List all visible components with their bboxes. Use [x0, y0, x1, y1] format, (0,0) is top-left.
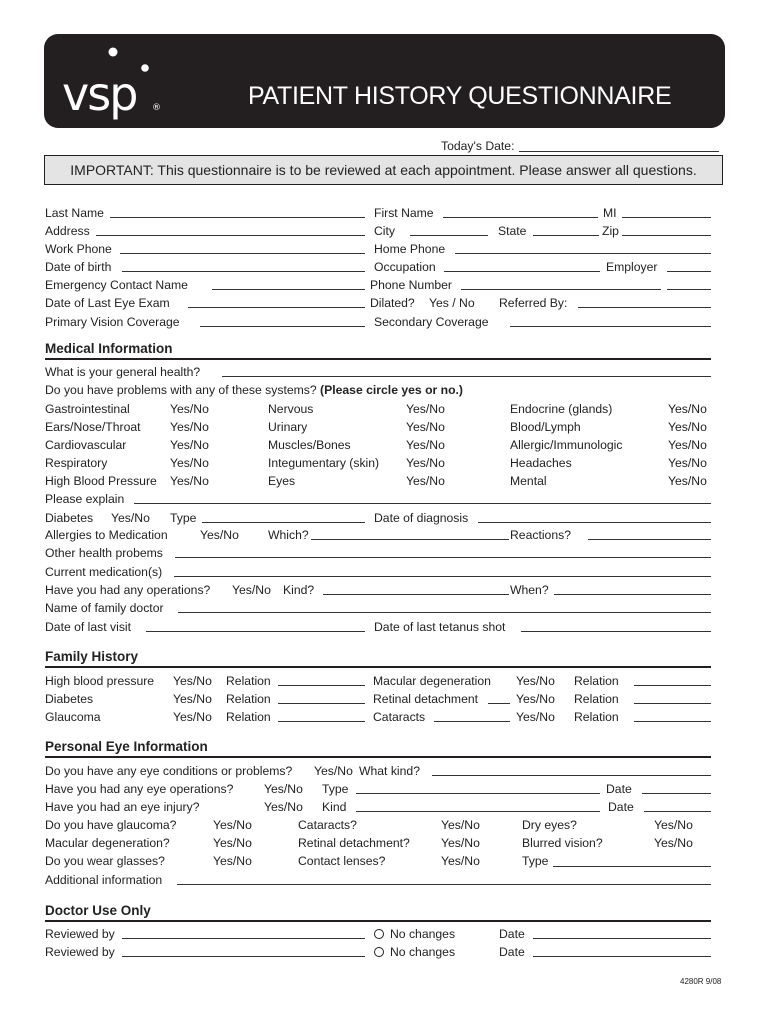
reviewed-by-field-1[interactable] [122, 938, 365, 939]
reviewed-by-label-2: Reviewed by [45, 945, 115, 959]
primary-coverage-field[interactable] [200, 326, 365, 327]
systems-question-text: Do you have problems with any of these systems? [45, 383, 317, 397]
operations-label: Have you had any operations? [45, 583, 211, 597]
eye-injury-date-label: Date [608, 800, 634, 814]
which-field[interactable] [311, 539, 509, 540]
phone-number-field-ext[interactable] [667, 289, 711, 290]
work-phone-label: Work Phone [45, 242, 112, 256]
doctor-date-field-2[interactable] [533, 956, 711, 957]
system-label: Integumentary (skin) [268, 456, 380, 470]
emergency-contact-field[interactable] [212, 289, 365, 290]
eye-yes-no[interactable]: Yes/No [213, 836, 252, 850]
eye-operations-type-field[interactable] [356, 793, 600, 794]
system-yes-no[interactable]: Yes/No [170, 420, 209, 434]
relation-field[interactable] [634, 703, 711, 704]
family-yes-no[interactable]: Yes/No [173, 674, 212, 688]
last-visit-label: Date of last visit [45, 620, 132, 634]
medical-rule [45, 358, 711, 360]
primary-coverage-label: Primary Vision Coverage [45, 315, 180, 329]
employer-label: Employer [606, 260, 658, 274]
current-meds-field[interactable] [174, 576, 711, 577]
family-condition-label: Macular degeneration [373, 674, 491, 688]
reactions-label: Reactions? [510, 528, 571, 542]
first-name-label: First Name [374, 206, 434, 220]
systems-question [45, 383, 463, 397]
last-name-field[interactable] [110, 217, 365, 218]
system-yes-no[interactable]: Yes/No [406, 438, 445, 452]
last-tetanus-field[interactable] [521, 631, 711, 632]
additional-info-label: Additional information [45, 873, 163, 887]
last-tetanus-label: Date of last tetanus shot [374, 620, 506, 634]
system-label: Mental [510, 474, 547, 488]
eye-injury-kind-label: Kind [322, 800, 347, 814]
eye-injury-yes-no[interactable]: Yes/No [264, 800, 303, 814]
system-yes-no[interactable]: Yes/No [406, 456, 445, 470]
system-label: Nervous [268, 402, 314, 416]
additional-info-field[interactable] [177, 884, 711, 885]
reactions-field[interactable] [588, 539, 711, 540]
family-yes-no[interactable]: Yes/No [516, 710, 555, 724]
dilated-yes-no[interactable]: Yes / No [429, 296, 475, 310]
system-label: Allergic/Immunologic [510, 438, 623, 452]
eye-condition-label: Do you have glaucoma? [45, 818, 177, 832]
general-health-field[interactable] [222, 376, 711, 377]
phone-number-label: Phone Number [370, 278, 452, 292]
no-changes-label-2: No changes [390, 945, 456, 959]
eye-condition-label: Contact lenses? [298, 854, 386, 868]
system-label: Muscles/Bones [268, 438, 351, 452]
no-changes-option-2[interactable] [374, 945, 455, 959]
family-condition-label: Cataracts [373, 710, 426, 724]
eye-condition-label: Macular degeneration? [45, 836, 170, 850]
zip-label: Zip [602, 224, 619, 238]
eye-condition-label: Type [522, 854, 549, 868]
todays-date-label: Today's Date: [441, 139, 515, 153]
system-label: Gastrointestinal [45, 402, 130, 416]
relation-label: Relation [226, 710, 271, 724]
operations-yes-no[interactable]: Yes/No [232, 583, 271, 597]
which-label: Which? [268, 528, 309, 542]
doctor-date-label-2: Date [499, 945, 525, 959]
dilated-label: Dilated? [370, 296, 415, 310]
zip-field[interactable] [622, 235, 711, 236]
eye-condition-label: Cataracts? [298, 818, 357, 832]
system-yes-no[interactable]: Yes/No [170, 402, 209, 416]
please-explain-field[interactable] [134, 503, 711, 504]
relation-field[interactable] [278, 685, 365, 686]
family-rule [45, 666, 711, 668]
doctor-date-field-1[interactable] [533, 938, 711, 939]
system-yes-no[interactable]: Yes/No [406, 420, 445, 434]
cataracts-field[interactable] [434, 721, 510, 722]
system-yes-no[interactable]: Yes/No [170, 438, 209, 452]
system-yes-no[interactable]: Yes/No [170, 456, 209, 470]
family-condition-label: Glaucoma [45, 710, 101, 724]
system-yes-no[interactable]: Yes/No [668, 456, 707, 470]
relation-field[interactable] [634, 721, 711, 722]
eye-condition-label: Blurred vision? [522, 836, 603, 850]
lens-type-field[interactable] [553, 866, 711, 867]
system-label: Urinary [268, 420, 308, 434]
work-phone-field[interactable] [120, 253, 365, 254]
secondary-coverage-label: Secondary Coverage [374, 315, 489, 329]
diabetes-label: Diabetes [45, 511, 94, 525]
state-label: State [498, 224, 527, 238]
general-health-label: What is your general health? [45, 365, 201, 379]
diabetes-type-field[interactable] [202, 522, 365, 523]
referred-by-field[interactable] [578, 307, 711, 308]
employer-field[interactable] [667, 271, 711, 272]
family-yes-no[interactable]: Yes/No [516, 692, 555, 706]
vsp-logo [56, 40, 176, 126]
systems-question-bold: (Please circle yes or no.) [320, 383, 463, 397]
relation-label: Relation [226, 692, 271, 706]
eye-yes-no[interactable]: Yes/No [441, 854, 480, 868]
page-title: PATIENT HISTORY QUESTIONNAIRE [248, 82, 672, 110]
eye-yes-no[interactable]: Yes/No [441, 836, 480, 850]
please-explain-label: Please explain [45, 492, 125, 506]
system-label: Cardiovascular [45, 438, 127, 452]
dob-label: Date of birth [45, 260, 112, 274]
eye-operations-date-field[interactable] [642, 793, 711, 794]
todays-date-field[interactable] [519, 151, 719, 152]
last-visit-field[interactable] [146, 631, 365, 632]
system-yes-no[interactable]: Yes/No [668, 402, 707, 416]
eye-operations-type-label: Type [322, 782, 349, 796]
checkbox-circle-icon[interactable] [374, 947, 384, 957]
eye-conditions-yes-no[interactable]: Yes/No [314, 764, 353, 778]
system-yes-no[interactable]: Yes/No [406, 402, 445, 416]
system-yes-no[interactable]: Yes/No [668, 438, 707, 452]
eye-yes-no[interactable]: Yes/No [213, 818, 252, 832]
secondary-coverage-field[interactable] [510, 326, 711, 327]
family-heading: Family History [45, 649, 139, 664]
no-changes-option-1[interactable] [374, 927, 455, 941]
home-phone-label: Home Phone [374, 242, 446, 256]
relation-label: Relation [574, 674, 619, 688]
relation-field[interactable] [278, 703, 365, 704]
date-of-diagnosis-label: Date of diagnosis [374, 511, 469, 525]
other-problems-field[interactable] [175, 557, 711, 558]
relation-label: Relation [574, 692, 619, 706]
retinal-detachment-field[interactable] [488, 703, 510, 704]
first-name-field[interactable] [443, 217, 598, 218]
address-label: Address [45, 224, 90, 238]
address-field[interactable] [96, 235, 365, 236]
eye-injury-label: Have you had an eye injury? [45, 800, 200, 814]
relation-label: Relation [574, 710, 619, 724]
dob-field[interactable] [122, 271, 365, 272]
medical-heading: Medical Information [45, 341, 173, 356]
relation-field[interactable] [634, 685, 711, 686]
eye-operations-date-label: Date [606, 782, 632, 796]
system-label: High Blood Pressure [45, 474, 157, 488]
eye-operations-yes-no[interactable]: Yes/No [264, 782, 303, 796]
operations-kind-field[interactable] [323, 594, 509, 595]
occupation-field[interactable] [444, 271, 600, 272]
mi-label: MI [603, 206, 617, 220]
occupation-label: Occupation [374, 260, 436, 274]
operations-when-label: When? [510, 583, 549, 597]
eye-condition-label: Dry eyes? [522, 818, 577, 832]
family-condition-label: Diabetes [45, 692, 94, 706]
system-yes-no[interactable]: Yes/No [668, 420, 707, 434]
reviewed-by-field-2[interactable] [122, 956, 365, 957]
svg-text:vsp: vsp [62, 67, 137, 121]
header-banner [44, 34, 725, 128]
mi-field[interactable] [622, 217, 711, 218]
important-notice: IMPORTANT: This questionnaire is to be reviewed at each appointment. Please answer all questions. [44, 155, 723, 185]
date-of-diagnosis-field[interactable] [478, 522, 711, 523]
family-condition-label: Retinal detachment [373, 692, 479, 706]
operations-kind-label: Kind? [283, 583, 315, 597]
system-label: Blood/Lymph [510, 420, 581, 434]
allergies-label: Allergies to Medication [45, 528, 168, 542]
eye-operations-label: Have you had any eye operations? [45, 782, 234, 796]
system-yes-no[interactable]: Yes/No [170, 474, 209, 488]
relation-field[interactable] [278, 721, 365, 722]
system-label: Eyes [268, 474, 296, 488]
city-field[interactable] [410, 235, 488, 236]
operations-when-field[interactable] [554, 594, 711, 595]
form-code: 4280R 9/08 [680, 977, 722, 986]
relation-label: Relation [226, 674, 271, 688]
family-yes-no[interactable]: Yes/No [516, 674, 555, 688]
last-eye-exam-label: Date of Last Eye Exam [45, 296, 170, 310]
phone-number-field[interactable] [461, 289, 661, 290]
family-condition-label: High blood pressure [45, 674, 155, 688]
system-yes-no[interactable]: Yes/No [406, 474, 445, 488]
eye-yes-no[interactable]: Yes/No [441, 818, 480, 832]
state-field[interactable] [533, 235, 599, 236]
family-doctor-label: Name of family doctor [45, 601, 164, 615]
family-doctor-field[interactable] [178, 612, 711, 613]
system-label: Respiratory [45, 456, 108, 470]
last-name-label: Last Name [45, 206, 104, 220]
diabetes-yes-no[interactable]: Yes/No [111, 511, 150, 525]
eye-condition-label: Retinal detachment? [298, 836, 410, 850]
eye-yes-no[interactable]: Yes/No [654, 836, 693, 850]
svg-text:®: ® [152, 103, 161, 113]
doctor-date-label-1: Date [499, 927, 525, 941]
doctor-rule [45, 920, 711, 922]
diabetes-type-label: Type [170, 511, 197, 525]
eye-yes-no[interactable]: Yes/No [654, 818, 693, 832]
eye-condition-label: Do you wear glasses? [45, 854, 165, 868]
eye-conditions-label: Do you have any eye conditions or problems? [45, 764, 293, 778]
last-eye-exam-field[interactable] [188, 307, 365, 308]
checkbox-circle-icon[interactable] [374, 929, 384, 939]
other-problems-label: Other health probems [45, 546, 163, 560]
city-label: City [374, 224, 395, 238]
eye-heading: Personal Eye Information [45, 739, 208, 754]
current-meds-label: Current medication(s) [45, 565, 163, 579]
no-changes-label-1: No changes [390, 927, 456, 941]
home-phone-field[interactable] [455, 253, 711, 254]
eye-injury-date-field[interactable] [644, 811, 711, 812]
family-yes-no[interactable]: Yes/No [173, 692, 212, 706]
family-yes-no[interactable]: Yes/No [173, 710, 212, 724]
allergies-yes-no[interactable]: Yes/No [200, 528, 239, 542]
eye-rule [45, 756, 711, 758]
system-label: Headaches [510, 456, 572, 470]
system-label: Ears/Nose/Throat [45, 420, 141, 434]
reviewed-by-label-1: Reviewed by [45, 927, 115, 941]
eye-injury-kind-field[interactable] [356, 811, 600, 812]
emergency-contact-label: Emergency Contact Name [45, 278, 188, 292]
system-label: Endocrine (glands) [510, 402, 613, 416]
referred-by-label: Referred By: [499, 296, 568, 310]
eye-yes-no[interactable]: Yes/No [213, 854, 252, 868]
system-yes-no[interactable]: Yes/No [668, 474, 707, 488]
eye-conditions-field[interactable] [432, 775, 711, 776]
doctor-heading: Doctor Use Only [45, 903, 151, 918]
eye-conditions-what-kind-label: What kind? [359, 764, 420, 778]
